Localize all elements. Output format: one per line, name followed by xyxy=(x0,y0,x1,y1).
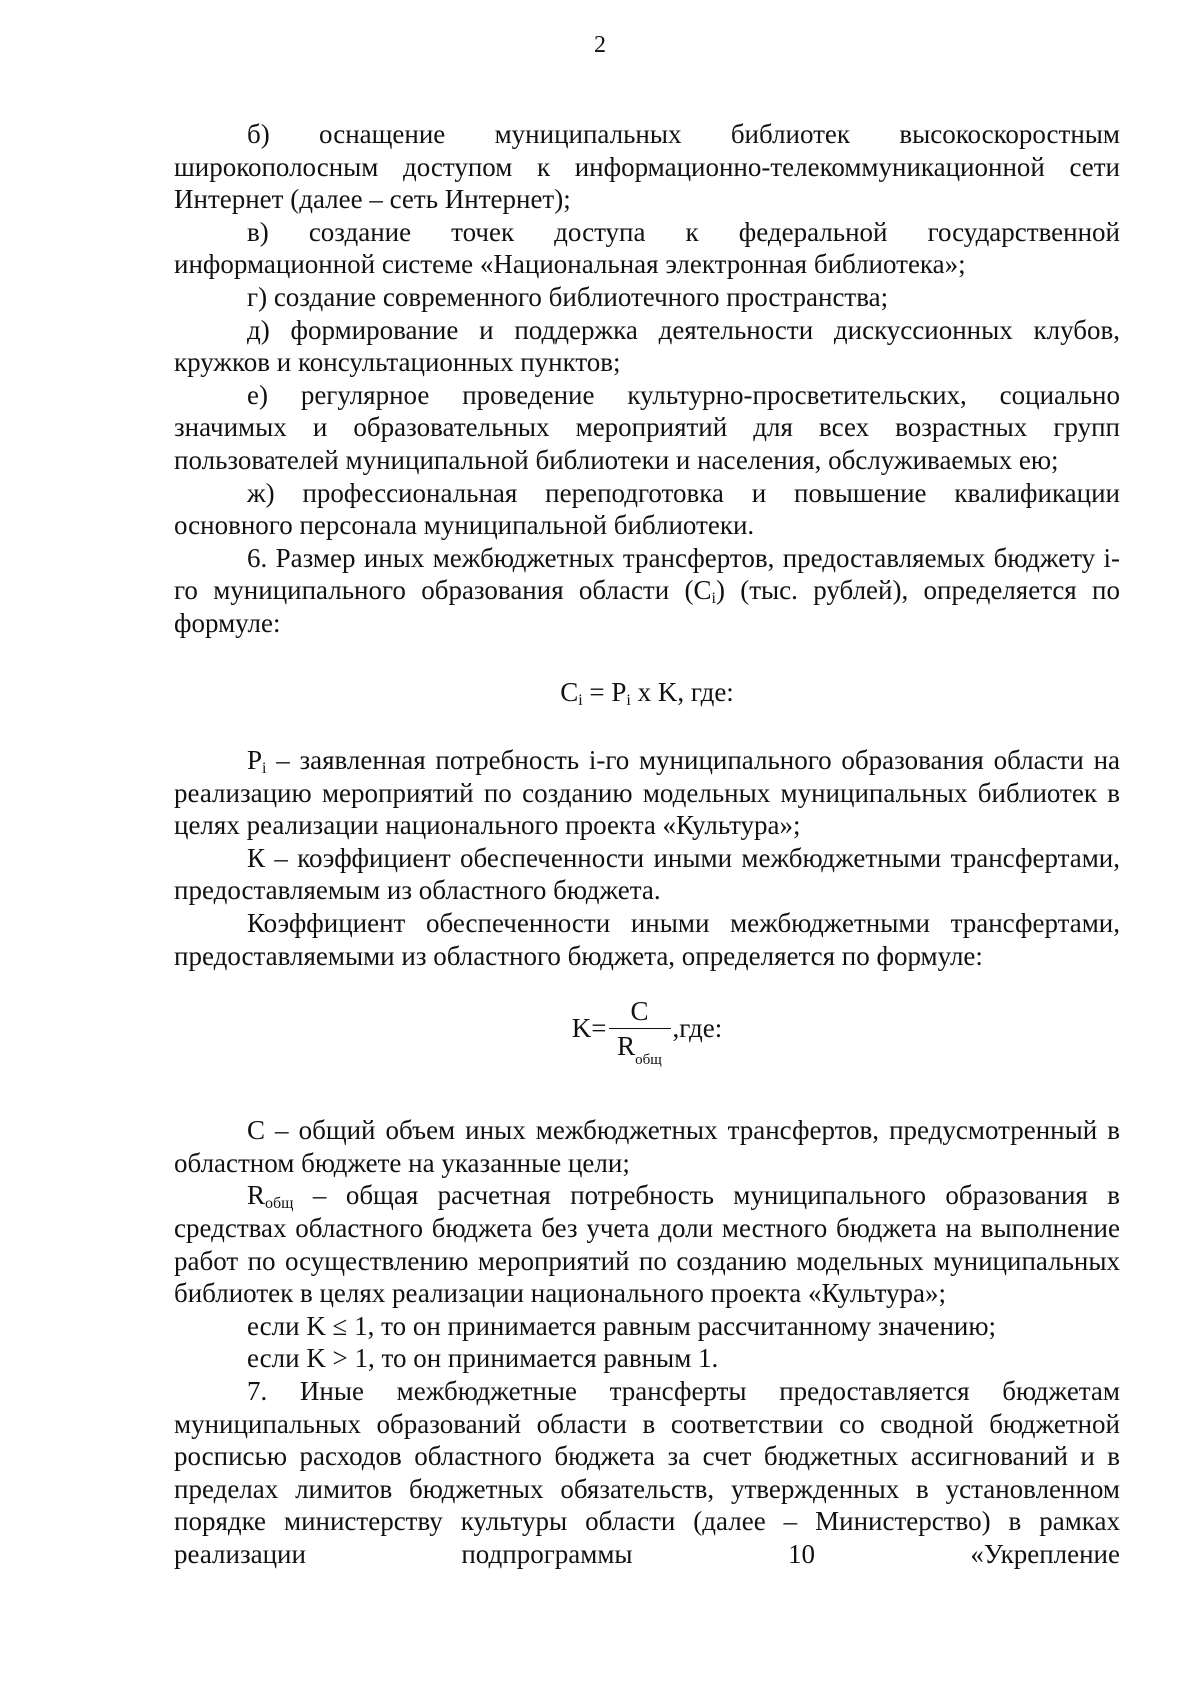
paragraph-7: 7. Иные межбюджетные трансферты предоставляется бюджетам муниципальных образований области в соответствии со сводной бюджетной росписью расходов областного бюджета за счет бюджетных ассигнований и в пределах лимитов бюджетных обязательств, утвержденных в установленном порядке министерству культуры области (далее – Министерство) в рамках реализации подпрограммы 10 «Укрепление xyxy=(174,1376,1120,1569)
formula-k-den-r: R xyxy=(617,1030,636,1061)
formula-ci-c-sub: i xyxy=(578,691,583,709)
paragraph-g: г) создание современного библиотечного пространства; xyxy=(247,281,889,312)
formula-k-numerator: C xyxy=(630,995,649,1026)
p6-sub: i xyxy=(711,590,716,608)
p6-text-b: ) (тыс. рублей), определяется по формуле: xyxy=(174,575,1120,638)
definition-c: C – общий объем иных межбюджетных трансфертов, предусмотренный в областном бюджете на указанные цели; xyxy=(174,1115,1120,1178)
paragraph-v: в) создание точек доступа к федеральной государственной информационной системе «Национальная электронная библиотека»; xyxy=(174,216,1120,280)
definition-r-sub: общ xyxy=(265,1195,294,1213)
paragraph-e: е) регулярное проведение культурно-просветительских, социально значимых и образовательных мероприятий для всех возрастных групп пользователей муниципальной библиотеки и населения, обслуживаемых ею; xyxy=(174,379,1120,475)
formula-k-denominator xyxy=(611,1029,668,1068)
formula-ci-eq: = P xyxy=(582,676,627,707)
formula-k-lhs: K= xyxy=(571,1012,607,1043)
page-number: 2 xyxy=(594,32,606,58)
definition-p-sub: i xyxy=(262,760,267,778)
formula-k xyxy=(174,986,1120,1070)
definition-p xyxy=(174,744,1120,842)
paragraph-d: д) формирование и поддержка деятельности дискуссионных клубов, кружков и консультационных пунктов; xyxy=(174,314,1120,378)
paragraph-b: б) оснащение муниципальных библиотек высокоскоростным широкополосным доступом к информационно-телекоммуникационной сети Интернет (далее – сеть Интернет); xyxy=(174,119,1120,215)
paragraph-zh: ж) профессиональная переподготовка и повышение квалификации основного персонала муниципальной библиотеки. xyxy=(174,477,1120,541)
condition-1: если K ≤ 1, то он принимается равным рассчитанному значению; xyxy=(247,1310,997,1341)
formula-k-tail: ,где: xyxy=(672,1012,723,1043)
formula-ci xyxy=(174,676,1120,709)
formula-ci-c: C xyxy=(560,676,579,707)
definition-r-text: – общая расчетная потребность муниципального образования в средствах областного бюджета без учета доли местного бюджета на выполнение работ по осуществлению мероприятий по созданию модельных муниципальных библиотек в целях реализации национального проекта «Культура»; xyxy=(174,1180,1120,1309)
definition-p-text: – заявленная потребность i-го муниципального образования области на реализацию мероприятий по созданию модельных муниципальных библиотек в целях реализации национального проекта «Культура»; xyxy=(174,745,1120,841)
formula-ci-p-sub: i xyxy=(626,691,631,709)
paragraph-6 xyxy=(174,542,1120,640)
definition-r-symbol: R xyxy=(247,1180,266,1211)
formula-k-fraction xyxy=(609,994,671,1068)
definition-r xyxy=(174,1179,1120,1309)
condition-2: если K > 1, то он принимается равным 1. xyxy=(247,1343,719,1374)
definition-k: К – коэффициент обеспеченности иными межбюджетными трансфертами, предоставляемым из областного бюджета. xyxy=(174,842,1120,906)
formula-ci-tail: x K, где: xyxy=(630,676,734,707)
definition-p-symbol: P xyxy=(247,745,263,776)
p6-text-a: 6. Размер иных межбюджетных трансфертов, предоставляемых бюджету i-го муниципального образования области (C xyxy=(174,542,1120,606)
formula-k-den-sub: общ xyxy=(635,1051,662,1068)
document-body xyxy=(174,118,1120,1571)
intro-k-formula: Коэффициент обеспеченности иными межбюджетными трансфертами, предоставляемыми из областного бюджета, определяется по формуле: xyxy=(174,908,1120,971)
